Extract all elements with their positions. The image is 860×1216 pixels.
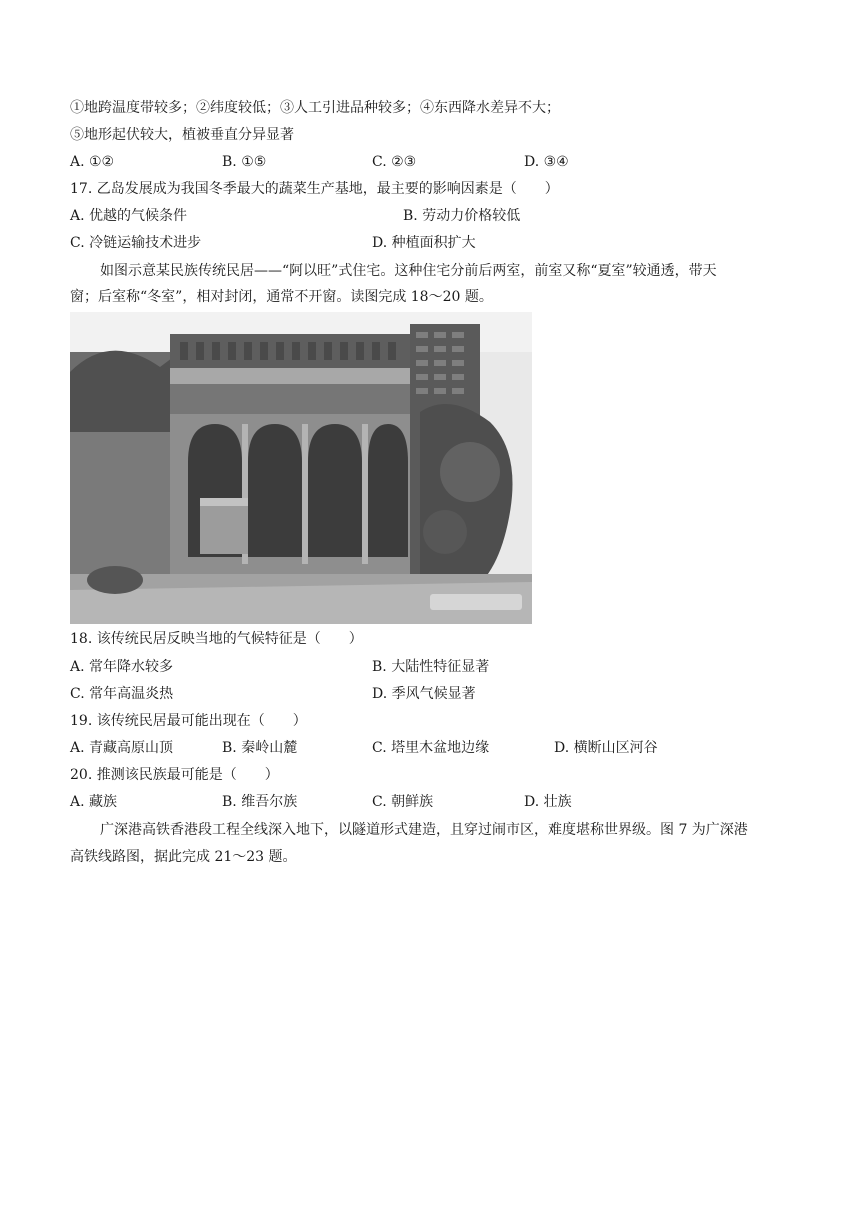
q16-option-c: C. ②③ xyxy=(372,154,417,170)
q20-option-a: A. 藏族 xyxy=(70,794,118,810)
q16-statement-line2: ⑤地形起伏较大，植被垂直分异显著 xyxy=(70,127,294,143)
passage2-line2: 高铁线路图，据此完成 21～23 题。 xyxy=(70,849,297,865)
q17-stem: 17. 乙岛发展成为我国冬季最大的蔬菜生产基地，最主要的影响因素是（ ） xyxy=(70,181,559,197)
q20-option-b: B. 维吾尔族 xyxy=(222,794,298,810)
passage2-line1: 广深港高铁香港段工程全线深入地下，以隧道形式建造，且穿过闹市区，难度堪称世界级。图 7 为广深港 xyxy=(100,822,748,838)
passage1-line1: 如图示意某民族传统民居——“阿以旺”式住宅。这种住宅分前后两室，前室又称“夏室”较通透，带天 xyxy=(100,263,717,279)
q19-option-d: D. 横断山区河谷 xyxy=(554,740,658,756)
q19-stem: 19. 该传统民居最可能出现在（ ） xyxy=(70,713,307,729)
q18-stem: 18. 该传统民居反映当地的气候特征是（ ） xyxy=(70,631,363,647)
q18-option-c: C. 常年高温炎热 xyxy=(70,686,174,702)
ayiwang-dwelling-illustration xyxy=(70,312,532,624)
q19-option-c: C. 塔里木盆地边缘 xyxy=(372,740,490,756)
q18-option-b: B. 大陆性特征显著 xyxy=(372,659,490,675)
q17-option-d: D. 种植面积扩大 xyxy=(372,235,476,251)
q16-option-d: D. ③④ xyxy=(524,154,569,170)
q17-option-b: B. 劳动力价格较低 xyxy=(403,208,521,224)
q19-option-b: B. 秦岭山麓 xyxy=(222,740,298,756)
q16-option-b: B. ①⑤ xyxy=(222,154,267,170)
q17-option-a: A. 优越的气候条件 xyxy=(70,208,188,224)
ayiwang-dwelling-photo xyxy=(70,312,532,624)
q17-option-c: C. 冷链运输技术进步 xyxy=(70,235,202,251)
q18-option-a: A. 常年降水较多 xyxy=(70,659,174,675)
q19-option-a: A. 青藏高原山顶 xyxy=(70,740,174,756)
q20-option-c: C. 朝鲜族 xyxy=(372,794,434,810)
q20-stem: 20. 推测该民族最可能是（ ） xyxy=(70,767,279,783)
q18-option-d: D. 季风气候显著 xyxy=(372,686,476,702)
q20-option-d: D. 壮族 xyxy=(524,794,572,810)
q16-option-a: A. ①② xyxy=(70,154,115,170)
passage1-line2: 窗；后室称“冬室”，相对封闭，通常不开窗。读图完成 18～20 题。 xyxy=(70,289,493,305)
q16-statement-line1: ①地跨温度带较多；②纬度较低；③人工引进品种较多；④东西降水差异不大； xyxy=(70,100,560,116)
